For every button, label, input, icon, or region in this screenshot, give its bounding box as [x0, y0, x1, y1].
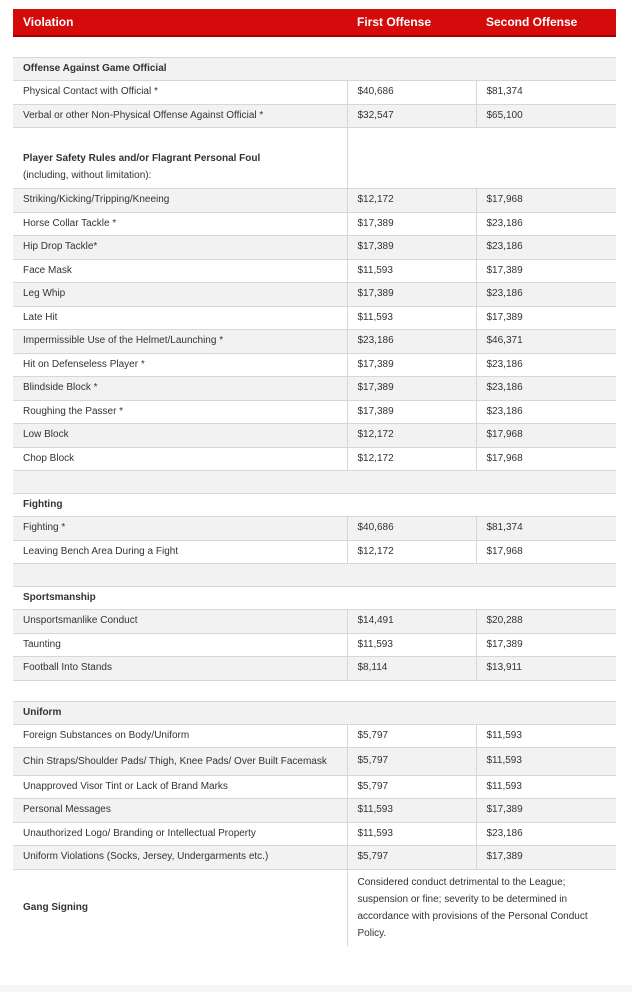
table-row	[13, 748, 616, 776]
second-offense-fine: $17,389	[476, 799, 616, 823]
section-header-row	[13, 494, 616, 517]
table-row	[13, 259, 616, 283]
first-offense-fine: $23,186	[347, 330, 476, 354]
second-offense-fine: $17,389	[476, 846, 616, 870]
first-offense-fine: $17,389	[347, 377, 476, 401]
violation-name: Chin Straps/Shoulder Pads/ Thigh, Knee Pads/ Over Built Facemask	[13, 748, 347, 776]
second-offense-fine: $23,186	[476, 353, 616, 377]
violation-name: Personal Messages	[13, 799, 347, 823]
first-offense-fine: $17,389	[347, 353, 476, 377]
second-offense-fine: $11,593	[476, 724, 616, 748]
violation-name: Foreign Substances on Body/Uniform	[13, 724, 347, 748]
first-offense-fine: $17,389	[347, 212, 476, 236]
first-offense-fine: $5,797	[347, 775, 476, 799]
section-title: Sportsmanship	[13, 587, 616, 610]
second-offense-fine: $17,968	[476, 540, 616, 564]
table-row	[13, 400, 616, 424]
table-row	[13, 657, 616, 681]
first-offense-fine: $11,593	[347, 633, 476, 657]
table-header	[13, 9, 616, 36]
header-second-offense: Second Offense	[476, 9, 616, 36]
table-row	[13, 212, 616, 236]
header-first-offense: First Offense	[347, 9, 476, 36]
violation-name: Leaving Bench Area During a Fight	[13, 540, 347, 564]
second-offense-fine: $20,288	[476, 610, 616, 634]
first-offense-fine: $11,593	[347, 306, 476, 330]
first-offense-fine: $12,172	[347, 189, 476, 213]
second-offense-fine: $23,186	[476, 822, 616, 846]
first-offense-fine: $5,797	[347, 846, 476, 870]
section-title-cell	[13, 128, 347, 189]
second-offense-fine: $17,968	[476, 424, 616, 448]
table-body	[13, 36, 616, 946]
second-offense-fine: $11,593	[476, 748, 616, 776]
first-offense-fine: $17,389	[347, 400, 476, 424]
second-offense-fine: $23,186	[476, 236, 616, 260]
table-row	[13, 81, 616, 105]
table-row	[13, 846, 616, 870]
second-offense-fine: $46,371	[476, 330, 616, 354]
violation-name: Face Mask	[13, 259, 347, 283]
second-offense-fine: $17,968	[476, 447, 616, 471]
table-row	[13, 775, 616, 799]
table-row	[13, 610, 616, 634]
first-offense-fine: $12,172	[347, 424, 476, 448]
fines-table-wrapper	[13, 9, 616, 946]
violation-name: Unapproved Visor Tint or Lack of Brand Marks	[13, 775, 347, 799]
violation-name: Impermissible Use of the Helmet/Launching *	[13, 330, 347, 354]
violation-name: Fighting *	[13, 517, 347, 541]
violation-name: Low Block	[13, 424, 347, 448]
section-subtitle: (including, without limitation):	[23, 170, 152, 181]
table-row	[13, 353, 616, 377]
violation-name: Striking/Kicking/Tripping/Kneeing	[13, 189, 347, 213]
second-offense-fine: $81,374	[476, 517, 616, 541]
second-offense-fine: $17,389	[476, 633, 616, 657]
first-offense-fine: $5,797	[347, 724, 476, 748]
first-offense-fine: $5,797	[347, 748, 476, 776]
table-row	[13, 517, 616, 541]
violation-name: Hit on Defenseless Player *	[13, 353, 347, 377]
first-offense-fine: $14,491	[347, 610, 476, 634]
section-empty-cell	[347, 128, 616, 189]
second-offense-fine: $11,593	[476, 775, 616, 799]
table-row	[13, 283, 616, 307]
first-offense-fine: $11,593	[347, 259, 476, 283]
spacer-row	[13, 471, 616, 494]
table-row	[13, 306, 616, 330]
first-offense-fine: $8,114	[347, 657, 476, 681]
first-offense-fine: $17,389	[347, 236, 476, 260]
section-title: Uniform	[13, 701, 616, 724]
section-header-row	[13, 587, 616, 610]
header-violation: Violation	[13, 9, 347, 36]
first-offense-fine: $12,172	[347, 540, 476, 564]
second-offense-fine: $17,389	[476, 259, 616, 283]
table-row	[13, 377, 616, 401]
section-header-row	[13, 58, 616, 81]
violation-name: Taunting	[13, 633, 347, 657]
first-offense-fine: $17,389	[347, 283, 476, 307]
violation-name: Gang Signing	[13, 869, 347, 946]
section-title: Offense Against Game Official	[13, 58, 616, 81]
violation-name: Verbal or other Non-Physical Offense Against Official *	[13, 104, 347, 128]
violation-name: Blindside Block *	[13, 377, 347, 401]
second-offense-fine: $23,186	[476, 212, 616, 236]
second-offense-fine: $81,374	[476, 81, 616, 105]
section-header-row	[13, 701, 616, 724]
first-offense-fine: $12,172	[347, 447, 476, 471]
second-offense-fine: $17,389	[476, 306, 616, 330]
table-row	[13, 799, 616, 823]
violation-name: Unsportsmanlike Conduct	[13, 610, 347, 634]
table-row	[13, 822, 616, 846]
first-offense-fine: $11,593	[347, 822, 476, 846]
violation-name: Physical Contact with Official *	[13, 81, 347, 105]
violation-name: Football Into Stands	[13, 657, 347, 681]
table-row	[13, 236, 616, 260]
gang-signing-penalty-text: Considered conduct detrimental to the League; suspension or fine; severity to be determined in accordance with provisions of the Personal Conduct Policy.	[347, 869, 616, 946]
fines-table	[13, 9, 616, 946]
second-offense-fine: $23,186	[476, 283, 616, 307]
violation-name: Horse Collar Tackle *	[13, 212, 347, 236]
table-row	[13, 447, 616, 471]
second-offense-fine: $17,968	[476, 189, 616, 213]
table-row	[13, 540, 616, 564]
section-header-row	[13, 128, 616, 189]
violation-name: Roughing the Passer *	[13, 400, 347, 424]
second-offense-fine: $65,100	[476, 104, 616, 128]
violation-name: Unauthorized Logo/ Branding or Intellectual Property	[13, 822, 347, 846]
spacer-row	[13, 36, 616, 58]
table-row	[13, 424, 616, 448]
violation-name: Uniform Violations (Socks, Jersey, Undergarments etc.)	[13, 846, 347, 870]
section-title: Fighting	[13, 494, 616, 517]
section-title: Player Safety Rules and/or Flagrant Personal Foul	[23, 153, 261, 164]
second-offense-fine: $23,186	[476, 377, 616, 401]
spacer-row	[13, 680, 616, 701]
table-row	[13, 189, 616, 213]
violation-name: Leg Whip	[13, 283, 347, 307]
table-row	[13, 633, 616, 657]
violation-name: Hip Drop Tackle*	[13, 236, 347, 260]
second-offense-fine: $13,911	[476, 657, 616, 681]
first-offense-fine: $11,593	[347, 799, 476, 823]
table-row	[13, 724, 616, 748]
table-row	[13, 104, 616, 128]
first-offense-fine: $40,686	[347, 81, 476, 105]
second-offense-fine: $23,186	[476, 400, 616, 424]
table-row	[13, 330, 616, 354]
gang-signing-row	[13, 869, 616, 946]
violation-name: Chop Block	[13, 447, 347, 471]
spacer-row	[13, 564, 616, 587]
first-offense-fine: $32,547	[347, 104, 476, 128]
violation-name: Late Hit	[13, 306, 347, 330]
page-bottom-strip	[0, 985, 632, 992]
first-offense-fine: $40,686	[347, 517, 476, 541]
